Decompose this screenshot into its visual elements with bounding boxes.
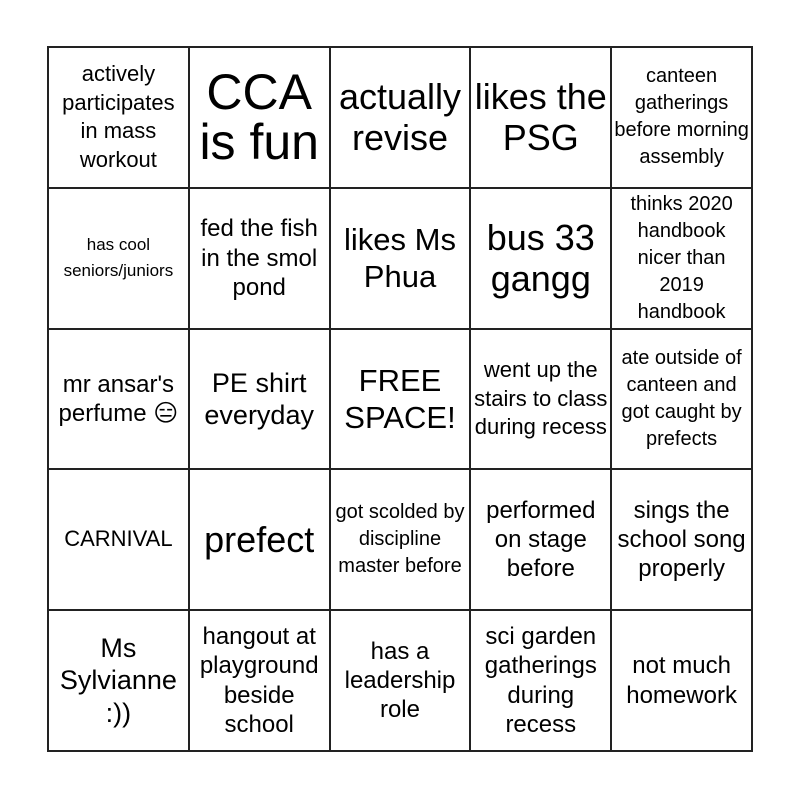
- bingo-cell[interactable]: [611, 610, 752, 751]
- cell-label: thinks 2020 handbook nicer than 2019 handbook: [630, 192, 733, 323]
- cell-label: hangout at playground beside school: [199, 623, 319, 738]
- bingo-cell[interactable]: [611, 469, 752, 610]
- cell-label: Ms Sylvianne :)): [59, 633, 177, 728]
- bingo-cell[interactable]: [189, 469, 330, 610]
- cell-label: PE shirt everyday: [204, 367, 314, 430]
- cell-label: has cool seniors/juniors: [63, 234, 174, 281]
- cell-label: actively participates in mass workout: [62, 61, 175, 172]
- cell-label: likes the PSG: [474, 76, 607, 159]
- cell-label: sings the school song properly: [617, 496, 746, 583]
- cell-label: likes Ms Phua: [344, 222, 456, 295]
- cell-label: went up the stairs to class during recess: [474, 357, 608, 440]
- bingo-cell[interactable]: [189, 47, 330, 188]
- bingo-cell[interactable]: [48, 610, 189, 751]
- bingo-cell[interactable]: [330, 469, 471, 610]
- cell-label: got scolded by discipline master before: [335, 501, 465, 578]
- cell-label: mr ansar's perfume 😑: [58, 370, 179, 427]
- bingo-cell[interactable]: [48, 47, 189, 188]
- bingo-cell[interactable]: [330, 610, 471, 751]
- bingo-cell[interactable]: [48, 329, 189, 470]
- cell-label: ate outside of canteen and got caught by prefects: [621, 346, 742, 450]
- bingo-cell[interactable]: [189, 329, 330, 470]
- bingo-cell[interactable]: [189, 610, 330, 751]
- bingo-cell[interactable]: [470, 188, 611, 329]
- bingo-cell[interactable]: [611, 188, 752, 329]
- bingo-cell[interactable]: [48, 188, 189, 329]
- bingo-cell[interactable]: [470, 329, 611, 470]
- bingo-cell[interactable]: [470, 469, 611, 610]
- bingo-cell[interactable]: [330, 329, 471, 470]
- bingo-cell[interactable]: [611, 329, 752, 470]
- cell-label: CARNIVAL: [64, 526, 173, 552]
- cell-label: actually revise: [338, 76, 462, 159]
- bingo-cell[interactable]: [330, 188, 471, 329]
- cell-label: sci garden gatherings during recess: [484, 623, 597, 738]
- bingo-cell[interactable]: [470, 610, 611, 751]
- bingo-board: [47, 46, 753, 752]
- bingo-cell[interactable]: [611, 47, 752, 188]
- cell-label: has a leadership role: [344, 637, 456, 724]
- cell-label: bus 33 gangg: [486, 216, 595, 300]
- bingo-cell[interactable]: [48, 469, 189, 610]
- cell-label: canteen gatherings before morning assembly: [614, 65, 749, 169]
- cell-label: not much homework: [626, 652, 737, 709]
- cell-label: performed on stage before: [486, 496, 596, 583]
- cell-label: prefect: [204, 519, 315, 561]
- bingo-cell[interactable]: [330, 47, 471, 188]
- cell-label: CCA is fun: [199, 64, 319, 171]
- cell-label: FREE SPACE!: [344, 362, 456, 435]
- cell-label: fed the fish in the smol pond: [200, 215, 318, 301]
- bingo-cell[interactable]: [189, 188, 330, 329]
- bingo-cell[interactable]: [470, 47, 611, 188]
